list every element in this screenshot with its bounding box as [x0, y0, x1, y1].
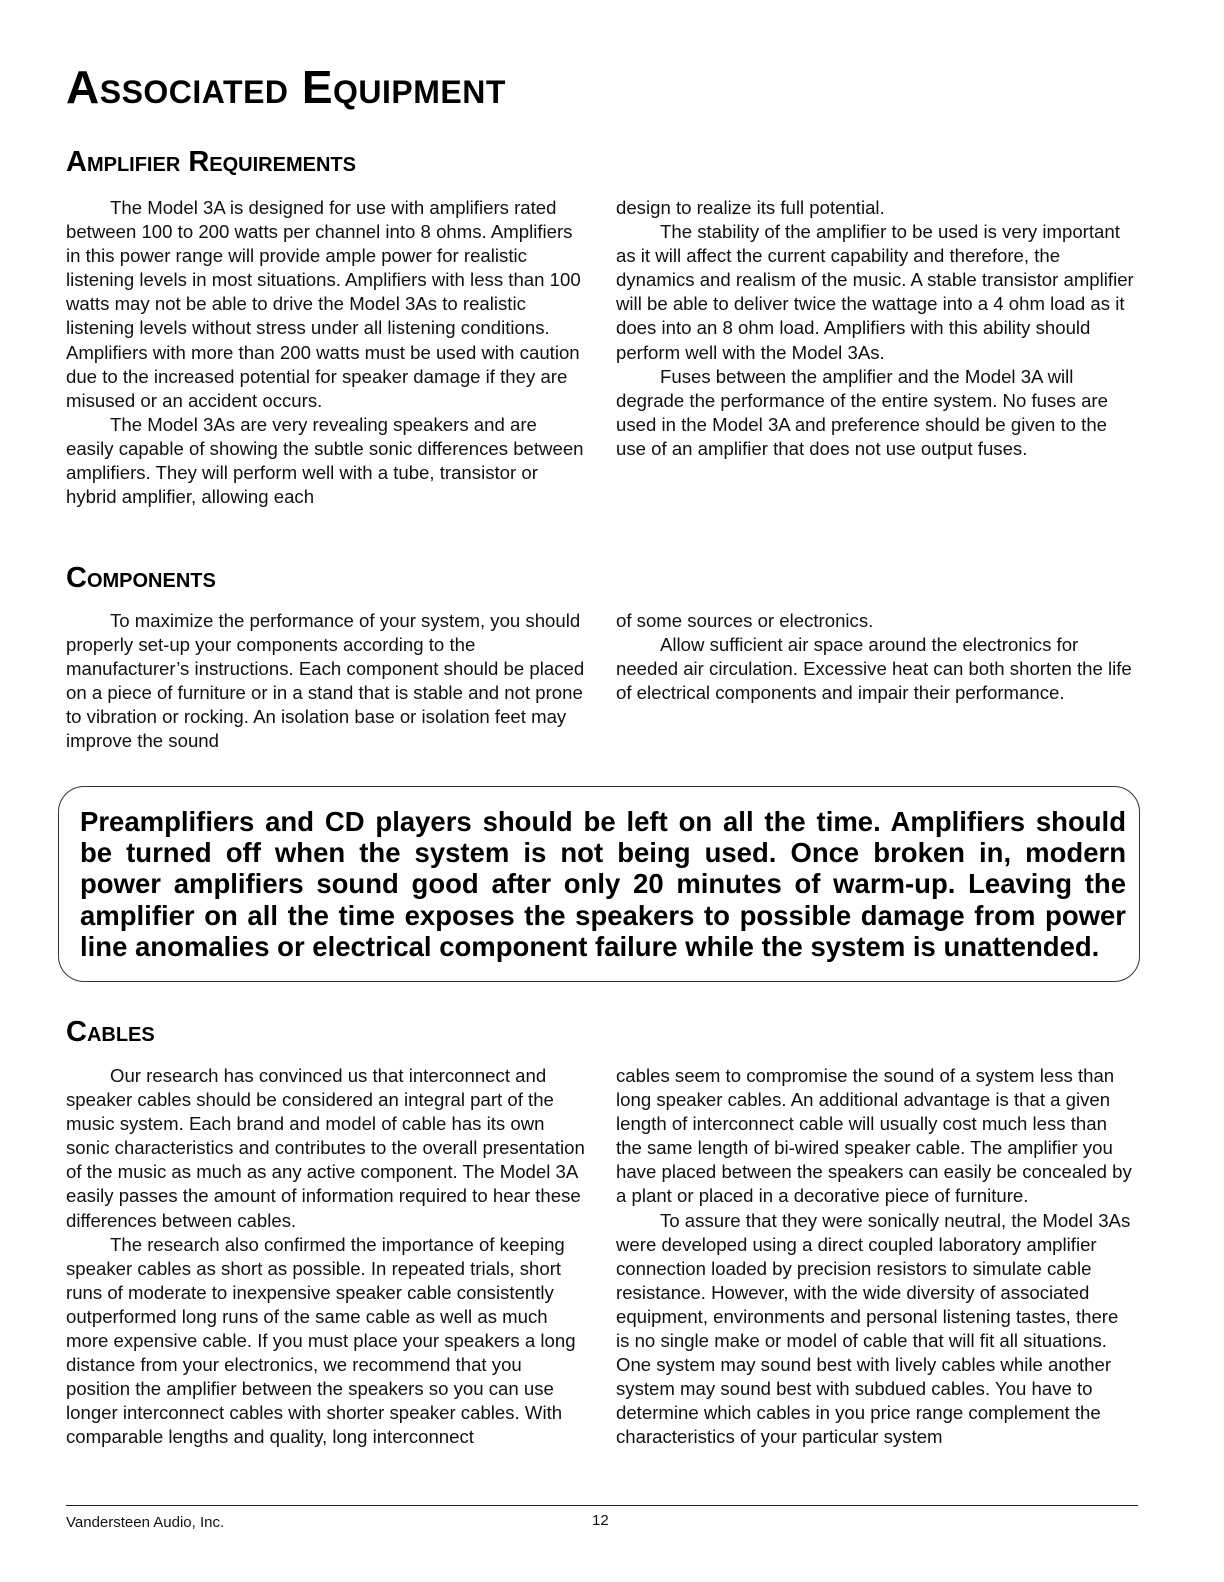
paragraph: The Model 3As are very revealing speakers and are easily capable of showing the subtle sonic differences between amplifiers. They will perform well with a tube, transistor or hybrid amplifier, allowing each	[66, 413, 584, 508]
paragraph: The stability of the amplifier to be used is very important as it will affect the current capability and therefore, the dynamics and realism of the music. A stable transistor amplifier will be able to deliver twice the wattage into a 4 ohm load as it does into an 8 ohm load. Amplifiers with this ability should perform well with the Model 3As.	[616, 221, 1134, 363]
paragraph: To assure that they were sonically neutral, the Model 3As were developed using a direct coupled laboratory amplifier connection loaded by precision resistors to simulate cable resistance. However, with the wide diversity of associated equipment, environments and personal listening tastes, there is no single make or model of cable that will fit all situations. One system may sound best with lively cables while another system may sound best with subdued cables. You have to determine which cables in you price range complement the characteristics of your particular system	[616, 1209, 1131, 1448]
callout-text: Preamplifiers and CD players should be left on all the time. Amplifiers should be turned off when the system is not being used. Once broken in, modern power amplifiers sound good after only 20 minutes of warm-up. Leaving the amplifier on all the time exposes the speakers to possible damage from power line anomalies or electrical component failure while the system is unattended.	[80, 806, 1126, 962]
paragraph: of some sources or electronics.	[616, 610, 874, 631]
cables-right-column	[616, 1064, 1136, 1450]
paragraph: The research also confirmed the importance of keeping speaker cables as short as possible. In repeated trials, short runs of moderate to inexpensive speaker cable consistently outperformed long runs of the same cable as well as much more expensive cable. If you must place your speakers a long distance from your electronics, we recommend that you position the amplifier between the speakers so you can use longer interconnect cables with shorter speaker cables. With comparable lengths and quality, long interconnect	[66, 1233, 576, 1448]
components-right-column	[616, 609, 1136, 705]
page-number: 12	[592, 1512, 609, 1529]
components-left-column	[66, 609, 586, 754]
amplifier-right-column	[616, 196, 1136, 461]
paragraph: Our research has convinced us that interconnect and speaker cables should be considered an integral part of the music system. Each brand and model of cable has its own sonic characteristics and contributes to the overall presentation of the music as much as any active component. The Model 3A easily passes the amount of information required to hear these differences between cables.	[66, 1065, 585, 1231]
paragraph: Fuses between the amplifier and the Model 3A will degrade the performance of the entire system. No fuses are used in the Model 3A and preference should be given to the use of an amplifier that does not use output fuses.	[616, 365, 1108, 459]
amplifier-left-column	[66, 196, 586, 509]
page-title: Associated Equipment	[66, 61, 506, 113]
section-heading-amplifier: Amplifier Requirements	[66, 146, 356, 178]
footer-company: Vandersteen Audio, Inc.	[66, 1514, 225, 1531]
paragraph: To maximize the performance of your system, you should properly set-up your components according to the manufacturer’s instructions. Each component should be placed on a piece of furniture or in a stand that is stable and not prone to vibration or rocking. An isolation base or isolation feet may improve the sound	[66, 610, 585, 752]
section-heading-components: Components	[66, 562, 216, 594]
section-heading-cables: Cables	[66, 1016, 155, 1048]
paragraph: Allow sufficient air space around the electronics for needed air circulation. Excessive heat can both shorten the life of electrical components and impair their performance.	[616, 634, 1132, 704]
paragraph: design to realize its full potential.	[616, 197, 885, 218]
paragraph: The Model 3A is designed for use with amplifiers rated between 100 to 200 watts per channel into 8 ohms. Amplifiers in this power range will provide ample power for realistic listening levels in most situations. Amplifiers with less than 100 watts may not be able to drive the Model 3As to realistic listening levels without stress under all listening conditions. Amplifiers with more than 200 watts must be used with caution due to the increased potential for speaker damage if they are misused or an accident occurs.	[66, 197, 581, 411]
paragraph: cables seem to compromise the sound of a system less than long speaker cables. An additional advantage is that a given length of interconnect cable will usually cost much less than the same length of bi-wired speaker cable. The amplifier you have placed between the speakers can easily be concealed by a plant or placed in a decorative piece of furniture.	[616, 1065, 1132, 1207]
cables-left-column	[66, 1064, 586, 1450]
footer-divider	[66, 1505, 1138, 1506]
